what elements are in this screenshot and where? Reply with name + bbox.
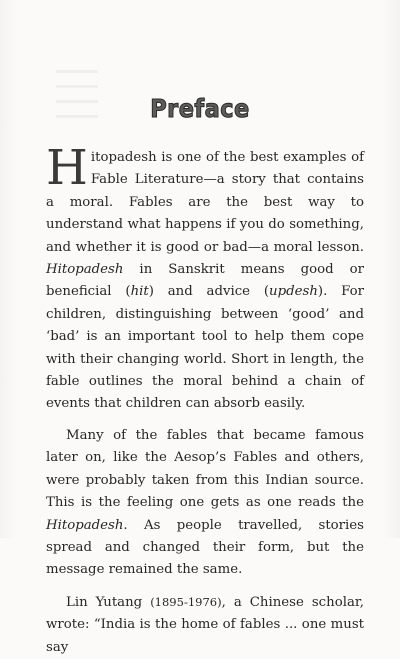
italic-term: updesh (269, 284, 318, 300)
text-span: Lin Yutang (66, 594, 151, 610)
page-title: Preface (150, 94, 250, 123)
italic-term: Hitopadesh (46, 517, 124, 533)
paragraph-3 (46, 591, 364, 659)
text-span: Many of the fables that became famous later on, like the Aesop’s Fables and others, were probably taken from this Indian source. This is the feeling one gets as one reads the (46, 427, 364, 511)
text-span: in Sanskrit means good or beneficial ( (46, 262, 364, 300)
text-span: ) and advice ( (148, 284, 270, 300)
paragraph-1 (46, 140, 364, 416)
text-span: , a Chinese scholar, wrote: “India is the home of fables ... one must say (46, 594, 365, 655)
italic-term: hit (130, 284, 149, 300)
date-range: (1895-1976) (150, 594, 222, 609)
drop-cap: H (46, 140, 88, 196)
text-span: . As people travelled, stories spread and changed their form, but the message remained the same. (46, 517, 364, 578)
text-span: itopadesh is one of the best examples of Fable Literature—a story that contains a moral. Fables are the best way to understand what happens if you do something, and whether it is good or bad—a moral lesson. (46, 150, 364, 255)
paragraph-2 (46, 425, 364, 582)
body-text (46, 140, 365, 659)
italic-term: Hitopadesh (46, 262, 124, 278)
text-span: ). For children, distinguishing between ‘good’ and ‘bad’ is an important tool to help them cope with their changing world. Short in length, the fable outlines the moral behind a chain of events that children can absorb easily. (46, 284, 364, 412)
